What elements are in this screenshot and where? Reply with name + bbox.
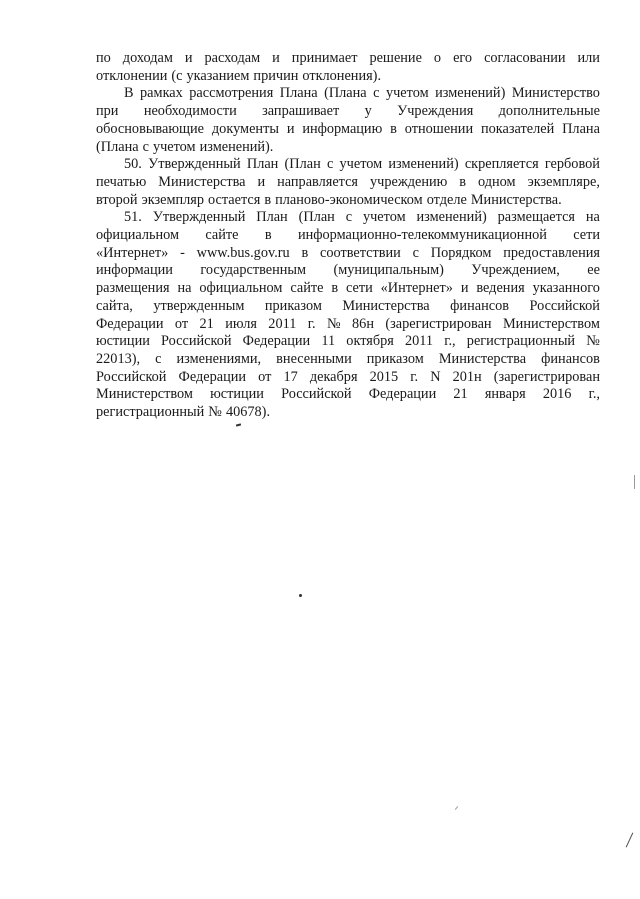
word: остается — [208, 191, 261, 208]
word: г., — [444, 333, 456, 350]
word: Министерством — [96, 386, 193, 403]
word: Российской — [529, 297, 600, 314]
word: учетом — [362, 209, 406, 226]
paragraph-review-request — [96, 85, 600, 156]
word: приказом — [264, 297, 322, 314]
word: г. — [307, 315, 316, 332]
word: 2015 — [369, 368, 399, 385]
text-line — [96, 245, 600, 263]
word: его — [453, 50, 473, 66]
word: Федерации — [178, 368, 247, 385]
word: в — [264, 191, 272, 208]
word: N — [430, 368, 441, 385]
word: Министерство — [511, 85, 600, 102]
word: учетом — [339, 156, 383, 173]
word: Министерства — [438, 350, 527, 367]
word: с — [142, 138, 149, 155]
word: Порядком — [430, 244, 492, 261]
word: 50. — [124, 156, 142, 173]
word: учетом — [152, 138, 196, 155]
word: Федерации — [242, 333, 311, 350]
text-line — [96, 174, 600, 192]
word: запрашивает — [262, 103, 340, 120]
word: (зарегистрирован — [385, 315, 492, 332]
word: № — [208, 404, 222, 421]
word: рассмотрения — [189, 85, 274, 102]
word: Российской — [96, 368, 167, 385]
word: информации — [96, 262, 173, 279]
word: отношении — [404, 120, 474, 137]
word: официальном — [96, 227, 180, 244]
word: дополнительные — [498, 103, 600, 120]
word: Министерством — [502, 315, 600, 332]
word: предоставления — [503, 244, 600, 261]
word: внесенными — [276, 350, 352, 367]
word: экземпляр — [141, 191, 205, 208]
word: о — [433, 50, 442, 66]
word: показателей — [481, 120, 555, 137]
text-line — [96, 280, 600, 298]
word: и — [272, 50, 280, 66]
word: «Интернет» — [96, 244, 169, 261]
text-line — [96, 192, 600, 210]
word: по — [96, 50, 111, 66]
word: приказом — [366, 350, 424, 367]
scan-edge-mark — [455, 806, 458, 810]
word: в — [264, 227, 272, 244]
text-line — [96, 103, 600, 121]
word: Учреждения — [397, 103, 474, 120]
word: № — [326, 315, 341, 332]
word: Российской — [281, 386, 352, 403]
word: финансов — [541, 350, 600, 367]
word: Утвержденный — [152, 209, 246, 226]
text-line — [96, 121, 600, 139]
word: (Плана — [96, 138, 139, 155]
word: Утвержденный — [148, 156, 241, 173]
word: изменениями, — [176, 350, 262, 367]
text-line — [96, 333, 600, 351]
text-line — [96, 68, 600, 86]
word: принимает — [291, 50, 358, 66]
paragraph-continuation — [96, 50, 600, 85]
word: с — [326, 156, 334, 173]
word: государственным — [200, 262, 307, 279]
word: информацию — [302, 120, 383, 137]
word: и — [257, 173, 266, 190]
word: сайте — [205, 227, 239, 244]
word: и — [184, 50, 193, 66]
word: финансов — [450, 297, 509, 314]
word: отделе — [426, 191, 467, 208]
text-line — [96, 386, 600, 404]
text-line — [96, 404, 600, 422]
word: доходам — [122, 50, 173, 66]
word: учреждению — [369, 173, 448, 190]
word: и — [460, 280, 469, 297]
word: информационно-телекоммуникационной — [297, 227, 547, 244]
word: Федерации — [368, 386, 437, 403]
text-line — [96, 369, 600, 387]
word: сайте — [290, 280, 324, 297]
word: ведения — [476, 280, 525, 297]
word: 21 — [453, 386, 468, 403]
word: 2011 — [268, 315, 297, 332]
word: утвержденным — [153, 297, 245, 314]
word: регистрационный — [466, 333, 576, 350]
word: Учреждением, — [471, 262, 560, 279]
word: второй — [96, 191, 138, 208]
word: экземпляре, — [527, 173, 600, 190]
word: юстиции — [210, 386, 264, 403]
word: «Интернет» — [380, 280, 453, 297]
word: с — [412, 244, 419, 261]
word: при — [96, 103, 119, 120]
word: отклонении — [96, 67, 168, 84]
scan-dot — [299, 594, 302, 597]
word: размещается — [497, 209, 576, 226]
word: 2011 — [405, 333, 434, 350]
word: ее — [587, 262, 600, 279]
word: отклонения). — [302, 67, 382, 84]
scan-edge-mark — [634, 475, 635, 489]
text-line — [96, 85, 600, 103]
word: планово-экономическом — [275, 191, 423, 208]
word: регистрационный — [96, 404, 205, 421]
text-line — [96, 316, 600, 334]
word: указанного — [532, 280, 600, 297]
word: Министерства — [158, 173, 246, 190]
word: обосновывающие — [96, 120, 205, 137]
word: Плана — [562, 120, 600, 137]
word: печатью — [96, 173, 147, 190]
word: Плана — [279, 85, 318, 102]
word: одном — [478, 173, 516, 190]
word: января — [484, 386, 526, 403]
word: в — [331, 280, 339, 297]
word: 17 — [283, 368, 298, 385]
word: в — [459, 173, 467, 190]
word: июля — [225, 315, 257, 332]
word: - — [180, 244, 185, 261]
word: (План — [284, 156, 321, 173]
text-line — [96, 227, 600, 245]
word: размещения — [96, 280, 170, 297]
word: Министерства. — [470, 191, 562, 208]
paragraph-clause-50 — [96, 156, 600, 209]
word: с — [155, 350, 162, 367]
word: гербовой — [544, 156, 600, 173]
word: документы — [211, 120, 279, 137]
text-line — [96, 351, 600, 369]
text-line — [96, 50, 600, 68]
text-line — [96, 209, 600, 227]
word: согласовании — [484, 50, 566, 66]
word: с — [373, 85, 380, 102]
paragraph-clause-51 — [96, 209, 600, 421]
word: декабря — [309, 368, 358, 385]
word: расходам — [204, 50, 261, 66]
word: на — [177, 280, 192, 297]
word: (План — [298, 209, 335, 226]
word: решение — [369, 50, 422, 66]
word: от — [174, 315, 189, 332]
word: и — [286, 120, 295, 137]
word: Федерации — [96, 315, 164, 332]
word: (с — [171, 67, 183, 84]
word: 11 — [321, 333, 336, 350]
word: соответствии — [320, 244, 401, 261]
scan-edge-mark — [626, 833, 634, 848]
word: от — [258, 368, 272, 385]
word: В — [124, 85, 134, 102]
word: скрепляется — [464, 156, 539, 173]
word: сайта, — [96, 297, 133, 314]
word: (Плана — [324, 85, 367, 102]
word: План — [246, 156, 279, 173]
scan-speck — [236, 423, 241, 426]
word: изменений) — [388, 156, 459, 173]
word: www.bus.gov.ru — [196, 244, 290, 261]
document-body — [96, 50, 600, 422]
text-line — [96, 156, 600, 174]
word: (муниципальным) — [333, 262, 444, 279]
word: 22013), — [96, 350, 141, 367]
word: сети — [346, 280, 373, 297]
word: причин — [253, 67, 299, 84]
word: г., — [588, 386, 600, 403]
word: в — [390, 120, 397, 137]
word: 86н — [352, 315, 374, 332]
text-line — [96, 298, 600, 316]
word: сети — [573, 227, 600, 244]
word: у — [364, 103, 372, 120]
word: 2016 — [542, 386, 572, 403]
word: на — [585, 209, 600, 226]
text-line — [96, 262, 600, 280]
text-line — [96, 139, 600, 157]
word: или — [577, 50, 600, 66]
word: Министерства — [342, 297, 430, 314]
word: 51. — [124, 209, 142, 226]
word: с — [345, 209, 353, 226]
word: юстиции — [96, 333, 150, 350]
word: изменений). — [199, 138, 274, 155]
word: г. — [410, 368, 419, 385]
word: в — [301, 244, 309, 261]
word: Российской — [161, 333, 232, 350]
word: изменений) — [416, 209, 487, 226]
word: октября — [346, 333, 394, 350]
word: указанием — [186, 67, 250, 84]
word: направляется — [277, 173, 359, 190]
word: официальном — [199, 280, 283, 297]
word: План — [256, 209, 288, 226]
word: учетом — [385, 85, 429, 102]
word: рамках — [140, 85, 183, 102]
word: 201н — [452, 368, 482, 385]
word: необходимости — [143, 103, 237, 120]
word: (зарегистрирован — [493, 368, 600, 385]
word: 21 — [199, 315, 214, 332]
word: 40678). — [225, 404, 271, 421]
word: № — [586, 333, 600, 350]
word: изменений) — [435, 85, 506, 102]
